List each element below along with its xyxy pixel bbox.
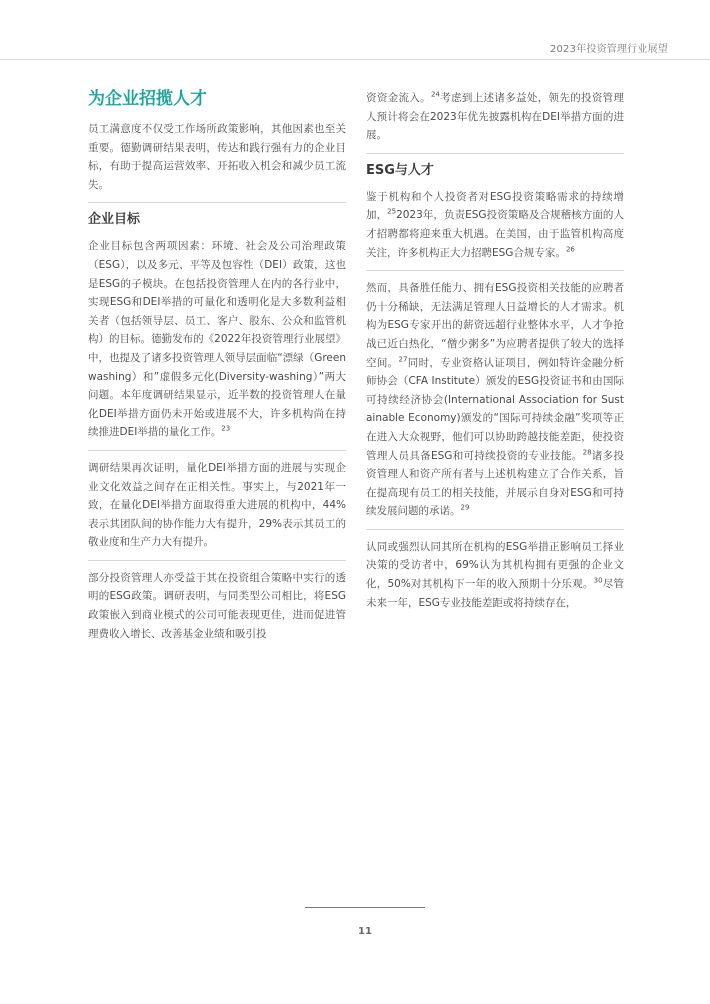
paragraph-text: 认同或强烈认同其所在机构的ESG举措正影响员工择业决策的受访者中，69%认为其机构拥有更强的企业文化，50%对其机构下一年的收入预期十分乐观。 bbox=[366, 540, 624, 591]
paragraph-text: 同时，专业资格认证项目，例如特许金融分析师协会（CFA Institute）颁发的ESG投资证书和由国际可持续经济协会(International Association for Sustainable Economy)颁发的“国际可持续金融”奖项等正在进入大众视野，他们可以协助跨越技能差距，使投资管理人员具备ESG和可持续投资的专业技能。 bbox=[366, 356, 625, 462]
paragraph-divider bbox=[88, 560, 346, 561]
footnote-ref: 30 bbox=[593, 576, 603, 585]
paragraph-divider bbox=[366, 153, 624, 154]
footer-divider bbox=[305, 907, 425, 908]
paragraph-text: 资资金流入。 bbox=[366, 92, 431, 104]
footnote-ref: 26 bbox=[565, 245, 575, 254]
paragraph-text: 鉴于机构和个人投资者对ESG投资策略需求的持续增加， bbox=[366, 190, 624, 222]
paragraph: 部分投资管理人亦受益于其在投资组合策略中实行的透明的ESG政策。调研表明，与同类型公司相比，将ESG政策嵌入到商业模式的公司可能表现更佳，进而促进管理费收入增长、改善基金业绩和吸引投 bbox=[88, 571, 346, 640]
paragraph-text: 企业目标包含两项因素：环境、社会及公司治理政策（ESG），以及多元、平等及包容性（DEI）政策，这也是ESG的子模块。在包括投资管理人在内的各行业中，实现ESG和DEI举措的可量化和透明化是大多数利益相关者（包括领导层、员工、客户、股东、公众和监管机构）的目标。德勤发布的《2022年投资管理行业展望》中，也提及了诸多投资管理人领导层面临“漂绿（Greenwashing）和”虚假多元化(Diversity-washing）”两大问题。本年度调研结果显示，近半数的投资管理人在量化DEI举措方面仍未开始或进展不大，许多机构尚在持续推进DEI举措的量化工作。 bbox=[88, 240, 346, 439]
paragraph: 调研结果再次证明，量化DEI举措方面的进展与实现企业文化效益之间存在正相关性。事实上，与2021年一致，在量化DEI举措方面取得重大进展的机构中，44%表示其团队间的协作能力大有提升，29%表示其员工的敬业度和生产力大有提升。 bbox=[88, 461, 346, 549]
footnote-ref: 28 bbox=[582, 448, 592, 456]
footnote-ref: 25 bbox=[387, 207, 397, 216]
footnote-ref: 24 bbox=[430, 90, 440, 99]
paragraph-divider bbox=[88, 450, 346, 451]
paragraph bbox=[88, 237, 346, 442]
paragraph-text: 考虑到上述诸多益处，领先的投资管理人预计将会在2023年优先披露机构在DEI举措方面的进展。 bbox=[366, 92, 625, 142]
paragraph-text: 2023年，负责ESG投资策略及合规稽核方面的人才招聘都将迎来重大机遇。在美国，由于监管机构高度关注，许多机构正大力招聘ESG合规专家。 bbox=[366, 209, 624, 259]
section-heading: 为企业招揽人才 bbox=[88, 89, 207, 109]
paragraph-text: 然而，具备胜任能力、拥有ESG投资相关技能的应聘者仍十分稀缺，无法满足管理人日益增长的人才需求。机构为ESG专家开出的薪资远超行业整体水平，人才争抢战已近白热化，“僧少粥多”为应聘者提供了较大的选择空间。 bbox=[366, 282, 624, 369]
footnote-ref: 27 bbox=[398, 355, 408, 364]
intro-paragraph: 员工满意度不仅受工作场所政策影响，其他因素也至关重要。德勤调研结果表明，传达和践行强有力的企业目标，有助于提高运营效率、开拓收入机会和减少员工流失。 bbox=[88, 123, 346, 191]
paragraph bbox=[366, 89, 624, 145]
subsection-heading: 企业目标 bbox=[88, 212, 141, 228]
footnote-ref: 29 bbox=[460, 503, 470, 512]
paragraph bbox=[366, 188, 624, 262]
footnote-ref: 23 bbox=[221, 424, 231, 433]
page-number: 11 bbox=[358, 926, 372, 937]
header-divider bbox=[0, 59, 710, 60]
right-column bbox=[366, 89, 624, 620]
paragraph-divider bbox=[88, 202, 346, 203]
paragraph bbox=[366, 538, 624, 612]
paragraph-divider bbox=[366, 529, 624, 530]
paragraph-text: 诸多投资管理人和资产所有者与上述机构建立了合作关系，旨在提高现有员工的相关技能，并展示自身对ESG和可持续发展问题的承诺。 bbox=[366, 449, 625, 518]
paragraph-text: 尽管未来一年，ESG专业技能差距或将持续存在， bbox=[366, 578, 625, 609]
subsection-heading: ESG与人才 bbox=[366, 162, 434, 178]
left-column bbox=[88, 88, 346, 651]
paragraph bbox=[366, 279, 624, 521]
header-title: 2023年投资管理行业展望 bbox=[549, 44, 668, 55]
paragraph-divider bbox=[366, 270, 624, 271]
